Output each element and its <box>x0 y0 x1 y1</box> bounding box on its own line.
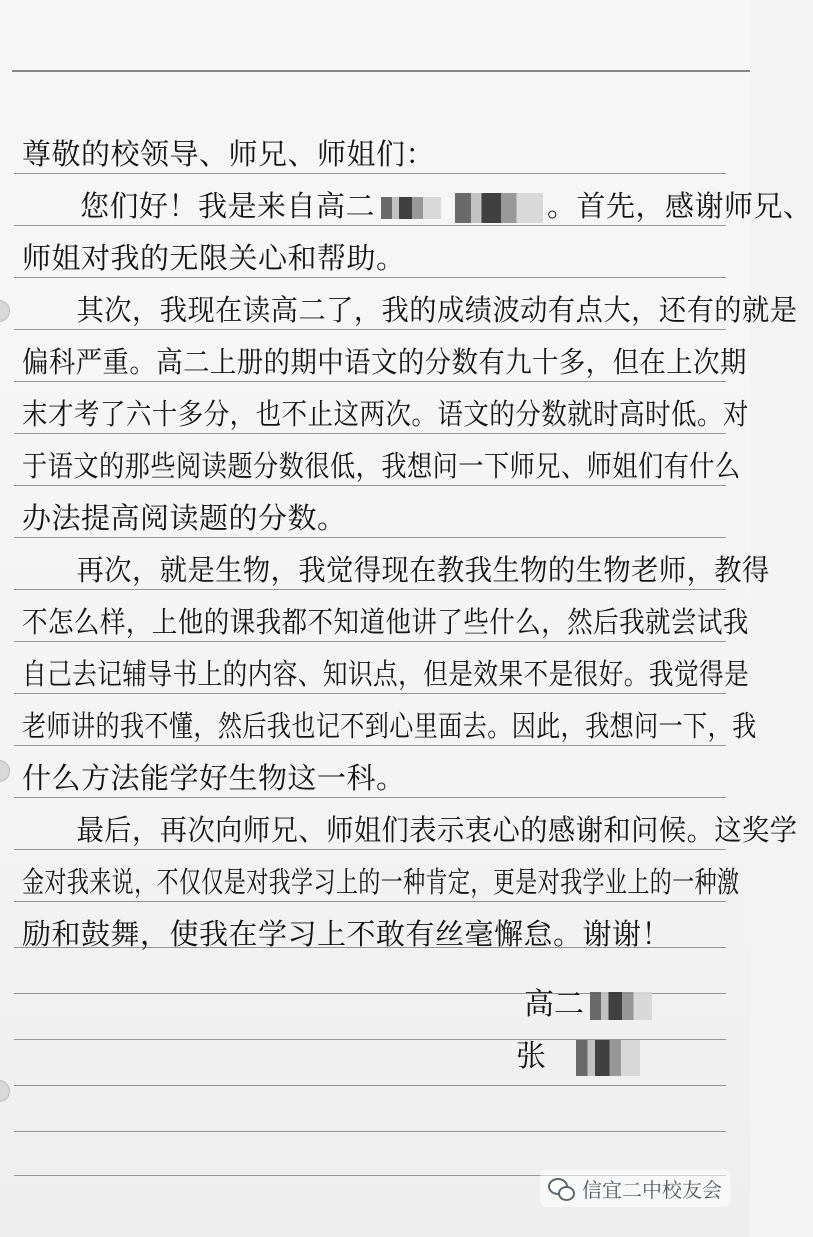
letter-line: 什么方法能学好生物这一科。 <box>22 761 406 795</box>
letter-salutation: 尊敬的校领导、师兄、师姐们： <box>22 137 436 171</box>
letter-line: 再次，就是生物，我觉得现在教我生物的生物老师，教得 <box>76 553 770 587</box>
letter-line: 励和鼓舞，使我在学习上不敢有丝毫懈怠。谢谢！ <box>22 917 672 951</box>
ruled-line <box>14 485 726 486</box>
letter-line: 末才考了六十多分，也不止这两次。语文的分数就时高时低。对 <box>22 397 749 431</box>
letter-line: 办法提高阅读题的分数。 <box>22 501 347 535</box>
ruled-line <box>14 433 726 434</box>
ruled-line <box>14 797 726 798</box>
wechat-icon <box>548 1178 574 1200</box>
watermark-text: 信宜二中校友会 <box>582 1178 722 1202</box>
letter-line-text: 。首先，感谢师兄、 <box>547 189 813 223</box>
ruled-line <box>14 901 726 902</box>
redacted-block <box>576 1040 640 1076</box>
redacted-block <box>455 193 543 223</box>
letter-line: 其次，我现在读高二了，我的成绩波动有点大，还有的就是 <box>76 293 798 327</box>
ruled-line <box>14 381 726 382</box>
ruled-line <box>14 641 726 642</box>
ruled-line <box>14 173 726 174</box>
ruled-line <box>14 1085 726 1086</box>
signature-class-label: 高二 <box>524 987 584 1022</box>
signature-name-label: 张 <box>516 1039 546 1074</box>
signature-name <box>516 1040 640 1076</box>
ruled-line <box>14 849 726 850</box>
ruled-line <box>14 225 726 226</box>
ruled-line <box>14 537 726 538</box>
letter-line: 自己去记辅导书上的内容、知识点，但是效果不是很好。我觉得是 <box>22 657 750 691</box>
redacted-block <box>381 197 441 219</box>
letter-line: 金对我来说，不仅仅是对我学习上的一种肯定，更是对我学业上的一种激 <box>22 865 740 899</box>
letter-line: 最后，再次向师兄、师姐们表示衷心的感谢和问候。这奖学 <box>76 813 798 847</box>
ruled-line <box>14 1131 726 1132</box>
ruled-line <box>14 277 726 278</box>
ruled-line <box>14 693 726 694</box>
letter-line-text: 您们好！我是来自高二 <box>80 189 376 223</box>
letter-line: 师姐对我的无限关心和帮助。 <box>22 241 406 275</box>
letter-line: 老师讲的我不懂，然后我也记不到心里面去。因此，我想问一下，我 <box>22 709 757 743</box>
ring-hole-icon <box>0 760 10 782</box>
watermark-footer <box>540 1170 730 1207</box>
letter-line: 偏科严重。高二上册的期中语文的分数有九十多，但在上次期 <box>22 345 747 379</box>
ruled-line <box>12 70 750 72</box>
ring-hole-icon <box>0 300 10 322</box>
letter-line: 不怎么样，上他的课我都不知道他讲了些什么，然后我就尝试我 <box>22 605 749 639</box>
ruled-line <box>14 589 726 590</box>
ruled-line <box>14 329 726 330</box>
signature-class <box>524 987 652 1022</box>
letter-line <box>22 189 813 223</box>
letter-line: 于语文的那些阅读题分数很低，我想问一下师兄、师姐们有什么 <box>22 449 741 483</box>
redacted-block <box>590 992 652 1020</box>
ring-hole-icon <box>0 1080 10 1102</box>
ruled-line <box>14 745 726 746</box>
